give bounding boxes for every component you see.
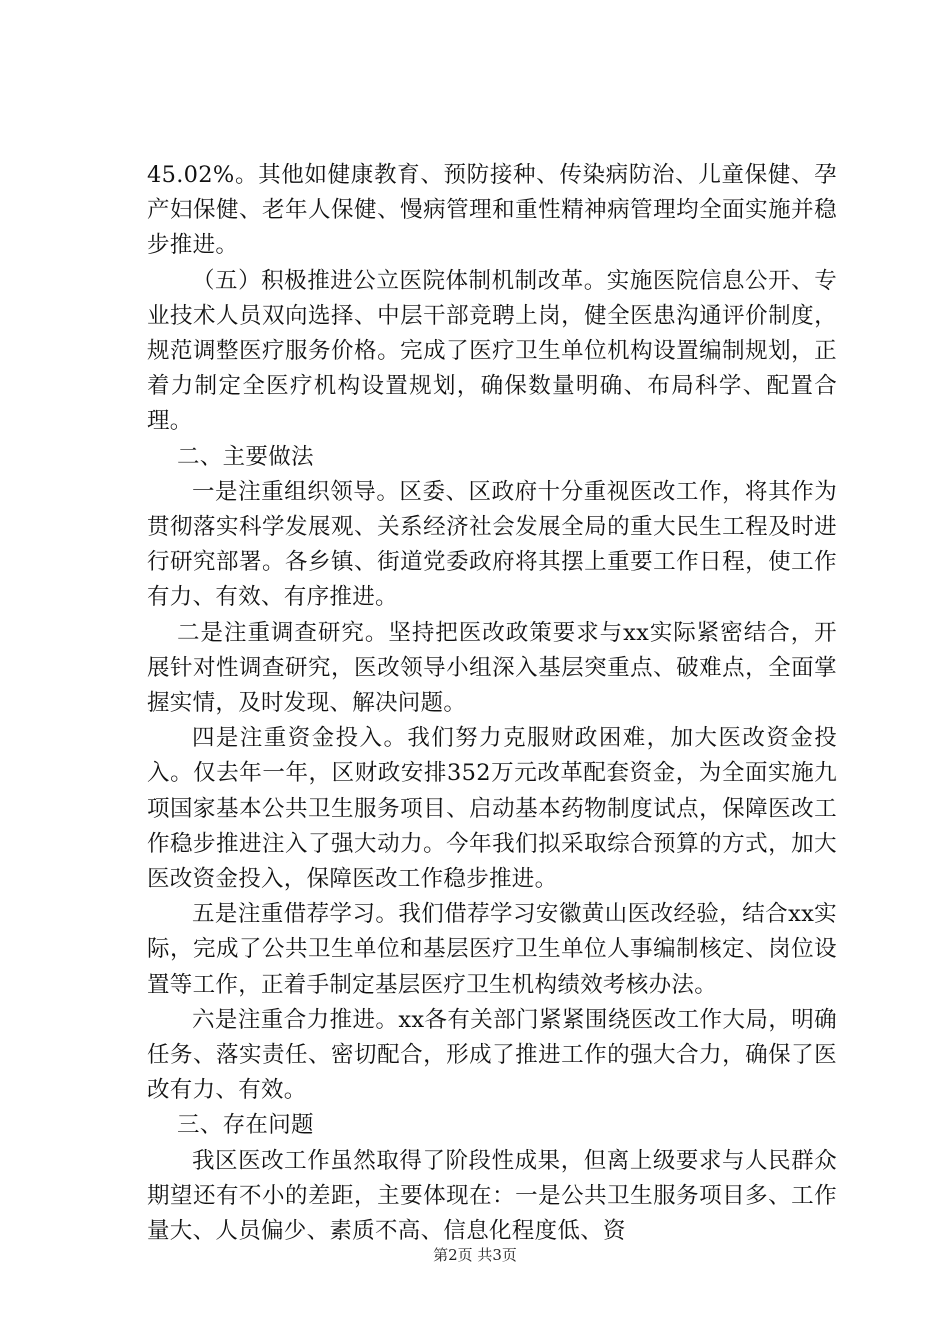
paragraph-organization-leadership: 一是注重组织领导。区委、区政府十分重视医改工作，将其作为贯彻落实科学发展观、关系经济社会发展全局的重大民生工程及时进行研究部署。各乡镇、街道党委政府将其摆上重要工作日程，使工作有力、有效、有序推进。 — [147, 478, 837, 611]
paragraph-funding-investment: 四是注重资金投入。我们努力克服财政困难，加大医改资金投入。仅去年一年，区财政安排352万元改革配套资金，为全面实施九项国家基本公共卫生服务项目、启动基本药物制度试点，保障医改工作稳步推进注入了强大动力。今年我们拟采取综合预算的方式，加大医改资金投入，保障医改工作稳步推进。 — [147, 725, 837, 893]
document-body — [147, 158, 837, 1249]
page-footer: 第2页 共3页 — [433, 1246, 517, 1264]
paragraph-hospital-reform: （五）积极推进公立医院体制机制改革。实施医院信息公开、专业技术人员双向选择、中层干部竞聘上岗，健全医患沟通评价制度，规范调整医疗服务价格。完成了医疗卫生单位机构设置编制规划，正着力制定全医疗机构设置规划，确保数量明确、布局科学、配置合理。 — [147, 267, 837, 435]
section-heading-main-practices: 二、主要做法 — [177, 443, 314, 470]
paragraph-continuation: 45.02%。其他如健康教育、预防接种、传染病防治、儿童保健、孕产妇保健、老年人保健、慢病管理和重性精神病管理均全面实施并稳步推进。 — [147, 162, 837, 259]
paragraph-joint-effort: 六是注重合力推进。xx各有关部门紧紧围绕医改工作大局，明确任务、落实责任、密切配合，形成了推进工作的强大合力，确保了医改有力、有效。 — [147, 1006, 837, 1104]
paragraph-problems-detail: 我区医改工作虽然取得了阶段性成果，但离上级要求与人民群众期望还有不小的差距，主要体现在：一是公共卫生服务项目多、工作量大、人员偏少、素质不高、信息化程度低、资 — [147, 1147, 837, 1245]
section-heading-existing-problems: 三、存在问题 — [177, 1112, 314, 1139]
paragraph-investigation-research: 二是注重调查研究。坚持把医改政策要求与xx实际紧密结合，开展针对性调查研究，医改领导小组深入基层突重点、破难点，全面掌握实情，及时发现、解决问题。 — [147, 619, 837, 717]
paragraph-learning-reference: 五是注重借荐学习。我们借荐学习安徽黄山医改经验，结合xx实际，完成了公共卫生单位和基层医疗卫生单位人事编制核定、岗位设置等工作，正着手制定基层医疗卫生机构绩效考核办法。 — [147, 901, 837, 998]
